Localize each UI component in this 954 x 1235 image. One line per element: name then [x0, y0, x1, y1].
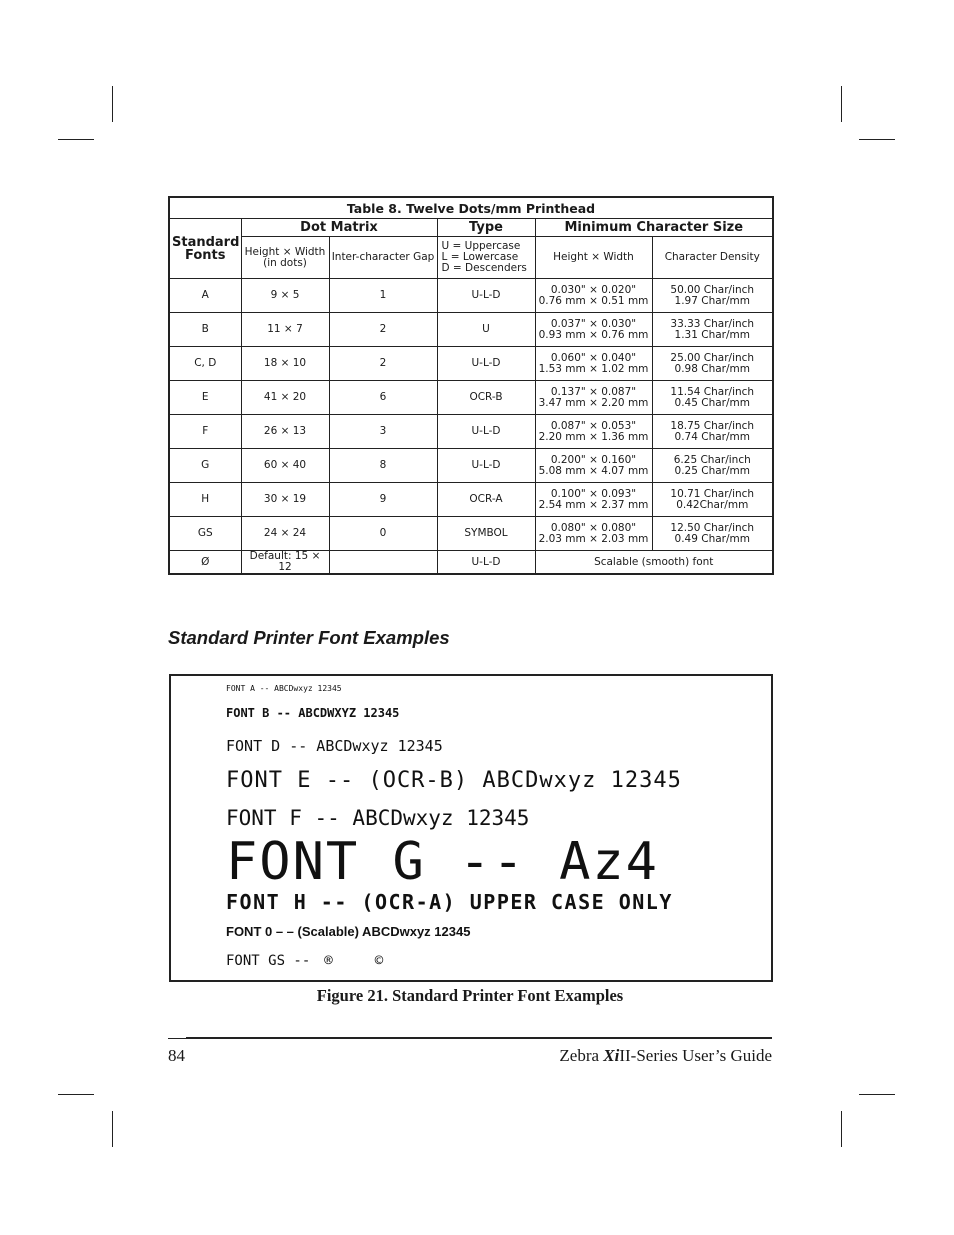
dots-cell: 11 × 7 — [241, 313, 329, 347]
gap-cell: 9 — [329, 483, 437, 517]
density-cell: 25.00 Char/inch 0.98 Char/mm — [652, 347, 773, 381]
density-cell: 6.25 Char/inch 0.25 Char/mm — [652, 449, 773, 483]
height-width-dots-header: Height × Width (in dots) — [241, 237, 329, 279]
table-row — [169, 551, 773, 575]
inter-char-gap-header: Inter-character Gap — [329, 237, 437, 279]
size-cell: Scalable (smooth) font — [535, 551, 773, 575]
font-cell: A — [169, 279, 241, 313]
type-legend: U = Uppercase L = Lowercase D = Descenders — [437, 237, 535, 279]
font-cell: Ø — [169, 551, 241, 575]
density-cell: 11.54 Char/inch 0.45 Char/mm — [652, 381, 773, 415]
crop-mark — [859, 139, 895, 140]
crop-mark — [859, 1094, 895, 1095]
dots-cell: 24 × 24 — [241, 517, 329, 551]
type-cell: U-L-D — [437, 347, 535, 381]
font-cell: B — [169, 313, 241, 347]
crop-mark — [112, 86, 113, 122]
font-cell: F — [169, 415, 241, 449]
font-gs-example — [226, 953, 383, 969]
font-h-example: FONT H -- (OCR-A) UPPER CASE ONLY — [226, 890, 673, 914]
registered-icon: ® — [324, 953, 333, 969]
crop-mark — [58, 1094, 94, 1095]
standard-fonts-header: Standard Fonts — [169, 219, 241, 279]
type-cell: U — [437, 313, 535, 347]
crop-mark — [841, 86, 842, 122]
size-cell: 0.037" × 0.030" 0.93 mm × 0.76 mm — [535, 313, 652, 347]
size-cell: 0.080" × 0.080" 2.03 mm × 2.03 mm — [535, 517, 652, 551]
density-cell: 18.75 Char/inch 0.74 Char/mm — [652, 415, 773, 449]
type-cell: SYMBOL — [437, 517, 535, 551]
table-row — [169, 381, 773, 415]
table-row — [169, 347, 773, 381]
gap-cell: 2 — [329, 347, 437, 381]
gap-cell: 0 — [329, 517, 437, 551]
font-cell: G — [169, 449, 241, 483]
size-cell: 0.137" × 0.087" 3.47 mm × 2.20 mm — [535, 381, 652, 415]
size-cell: 0.030" × 0.020" 0.76 mm × 0.51 mm — [535, 279, 652, 313]
size-cell: 0.200" × 0.160" 5.08 mm × 4.07 mm — [535, 449, 652, 483]
dots-cell: 60 × 40 — [241, 449, 329, 483]
footer-rule — [168, 1037, 772, 1039]
font-f-example: FONT F -- ABCDwxyz 12345 — [226, 806, 530, 830]
table-body — [169, 279, 773, 551]
gap-cell — [329, 551, 437, 575]
dots-cell: 41 × 20 — [241, 381, 329, 415]
type-cell: U-L-D — [437, 449, 535, 483]
font-g-example: FONT G -- Az4 — [226, 832, 659, 892]
type-cell: U-L-D — [437, 415, 535, 449]
type-cell: OCR-A — [437, 483, 535, 517]
figure-caption: Figure 21. Standard Printer Font Examples — [316, 986, 624, 1005]
gap-cell: 3 — [329, 415, 437, 449]
type-cell: U-L-D — [437, 279, 535, 313]
font-0-example: FONT 0 – – (Scalable) ABCDwxyz 12345 — [226, 924, 471, 939]
gap-cell: 2 — [329, 313, 437, 347]
running-title: Zebra XiII-Series User’s Guide — [559, 1046, 772, 1065]
section-heading: Standard Printer Font Examples — [168, 627, 450, 648]
dot-matrix-header: Dot Matrix — [241, 219, 437, 237]
font-a-example: FONT A -- ABCDwxyz 12345 — [226, 684, 342, 693]
font-e-example: FONT E -- (OCR-B) ABCDwxyz 12345 — [226, 768, 682, 793]
table-row — [169, 483, 773, 517]
crop-mark — [841, 1111, 842, 1147]
copyright-icon: © — [374, 953, 384, 969]
table-caption: Table 8. Twelve Dots/mm Printhead — [169, 197, 773, 219]
page-number: 84 — [168, 1046, 185, 1065]
table-row — [169, 517, 773, 551]
table-row — [169, 449, 773, 483]
density-cell: 10.71 Char/inch 0.42Char/mm — [652, 483, 773, 517]
height-width-header: Height × Width — [535, 237, 652, 279]
gap-cell: 1 — [329, 279, 437, 313]
dots-cell: Default: 15 × 12 — [241, 551, 329, 575]
table-row — [169, 279, 773, 313]
size-cell: 0.060" × 0.040" 1.53 mm × 1.02 mm — [535, 347, 652, 381]
font-size-table — [168, 196, 774, 575]
font-gs-label: FONT GS -- — [226, 953, 311, 969]
crop-mark — [58, 139, 94, 140]
font-examples-figure — [169, 674, 773, 982]
type-header: Type — [437, 219, 535, 237]
font-b-example: FONT B -- ABCDWXYZ 12345 — [226, 706, 400, 720]
font-cell: C, D — [169, 347, 241, 381]
gap-cell: 8 — [329, 449, 437, 483]
type-cell: U-L-D — [437, 551, 535, 575]
dots-cell: 9 × 5 — [241, 279, 329, 313]
dots-cell: 26 × 13 — [241, 415, 329, 449]
type-cell: OCR-B — [437, 381, 535, 415]
dots-cell: 18 × 10 — [241, 347, 329, 381]
font-cell: GS — [169, 517, 241, 551]
gap-cell: 6 — [329, 381, 437, 415]
font-cell: H — [169, 483, 241, 517]
font-cell: E — [169, 381, 241, 415]
font-d-example: FONT D -- ABCDwxyz 12345 — [226, 737, 443, 755]
min-char-size-header: Minimum Character Size — [535, 219, 773, 237]
density-cell: 12.50 Char/inch 0.49 Char/mm — [652, 517, 773, 551]
size-cell: 0.100" × 0.093" 2.54 mm × 2.37 mm — [535, 483, 652, 517]
char-density-header: Character Density — [652, 237, 773, 279]
dots-cell: 30 × 19 — [241, 483, 329, 517]
crop-mark — [112, 1111, 113, 1147]
density-cell: 33.33 Char/inch 1.31 Char/mm — [652, 313, 773, 347]
table-row — [169, 313, 773, 347]
table-row — [169, 415, 773, 449]
size-cell: 0.087" × 0.053" 2.20 mm × 1.36 mm — [535, 415, 652, 449]
density-cell: 50.00 Char/inch 1.97 Char/mm — [652, 279, 773, 313]
